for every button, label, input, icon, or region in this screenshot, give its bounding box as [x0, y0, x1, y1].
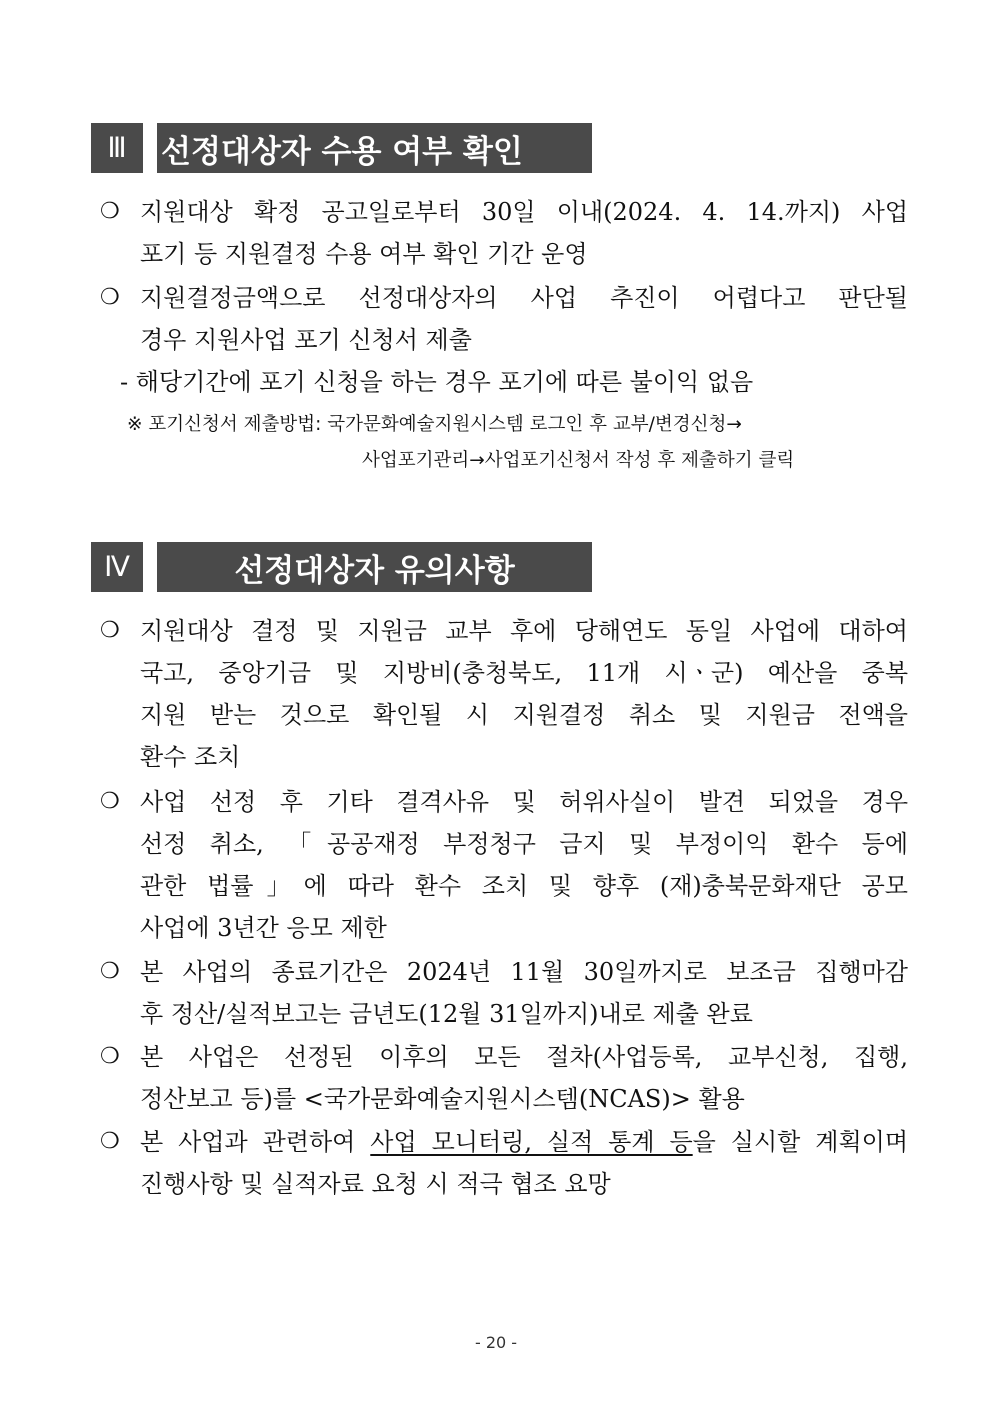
bullet-icon: ❍ [100, 618, 120, 643]
section-4-header [91, 542, 592, 592]
item-line: 지원 받는 것으로 확인될 시 지원결정 취소 및 지원금 전액을 [140, 701, 908, 729]
section-3-note-line-2: 사업포기관리→사업포기신청서 작성 후 제출하기 클릭 [362, 450, 795, 471]
section-3-dash-item: - 해당기간에 포기 신청을 하는 경우 포기에 따른 불이익 없음 [120, 368, 754, 396]
item-line: 포기 등 지원결정 수용 여부 확인 기간 운영 [140, 240, 588, 268]
item-line: 관한 법률」에 따라 환수 조치 및 향후 (재)충북문화재단 공모 [140, 872, 908, 900]
section-4-item-4 [100, 1036, 908, 1120]
section-4-title: 선정대상자 유의사항 [157, 542, 592, 592]
item-line [100, 1121, 908, 1163]
section-3-item-1 [100, 191, 908, 275]
item-line: 사업 선정 후 기타 결격사유 및 허위사실이 발견 되었을 경우 [140, 788, 908, 816]
section-3-title: 선정대상자 수용 여부 확인 [157, 123, 592, 173]
item-line: 정산보고 등)를 <국가문화예술지원시스템(NCAS)> 활용 [140, 1085, 745, 1113]
section-4-item-3 [100, 951, 908, 1035]
bullet-icon: ❍ [100, 959, 120, 984]
item-line: 지원대상 확정 공고일로부터 30일 이내(2024. 4. 14.까지) 사업 [140, 198, 908, 226]
item-line: 진행사항 및 실적자료 요청 시 적극 협조 요망 [140, 1170, 611, 1198]
section-4-item-2 [100, 781, 908, 949]
section-3-item-2 [100, 277, 908, 361]
underlined-text: 사업 모니터링, 실적 통계 등 [370, 1128, 693, 1156]
bullet-icon: ❍ [100, 789, 120, 814]
item-line: 사업에 3년간 응모 제한 [140, 914, 387, 942]
item-line: 국고, 중앙기금 및 지방비(충청북도, 11개 시ㆍ군) 예산을 중복 [140, 659, 908, 687]
item-line: 지원결정금액으로 선정대상자의 사업 추진이 어렵다고 판단될 [140, 284, 908, 312]
section-3-header [91, 123, 592, 173]
item-line: 환수 조치 [140, 743, 241, 771]
item-text: 본 사업과 관련하여 [140, 1128, 371, 1156]
bullet-icon: ❍ [100, 1044, 120, 1069]
section-4-numeral: Ⅳ [91, 542, 143, 592]
item-line: 선정 취소, 「공공재정 부정청구 금지 및 부정이익 환수 등에 [140, 830, 908, 858]
item-line: 경우 지원사업 포기 신청서 제출 [140, 326, 472, 354]
item-line: 지원대상 결정 및 지원금 교부 후에 당해연도 동일 사업에 대하여 [140, 617, 908, 645]
item-line: 후 정산/실적보고는 금년도(12월 31일까지)내로 제출 완료 [140, 1000, 753, 1028]
section-4-item-1 [100, 610, 908, 778]
item-line: 본 사업은 선정된 이후의 모든 절차(사업등록, 교부신청, 집행, [140, 1043, 908, 1071]
bullet-icon: ❍ [100, 1129, 120, 1154]
section-3-note-line-1: ※ 포기신청서 제출방법: 국가문화예술지원시스템 로그인 후 교부/변경신청→ [127, 414, 742, 435]
bullet-icon: ❍ [100, 199, 120, 224]
page-number: - 20 - [474, 1333, 518, 1352]
item-line: 본 사업의 종료기간은 2024년 11월 30일까지로 보조금 집행마감 [140, 958, 908, 986]
section-4-item-5 [100, 1121, 908, 1205]
section-3-numeral: Ⅲ [91, 123, 143, 173]
item-text: 을 실시할 계획이며 [692, 1128, 909, 1156]
bullet-icon: ❍ [100, 285, 120, 310]
